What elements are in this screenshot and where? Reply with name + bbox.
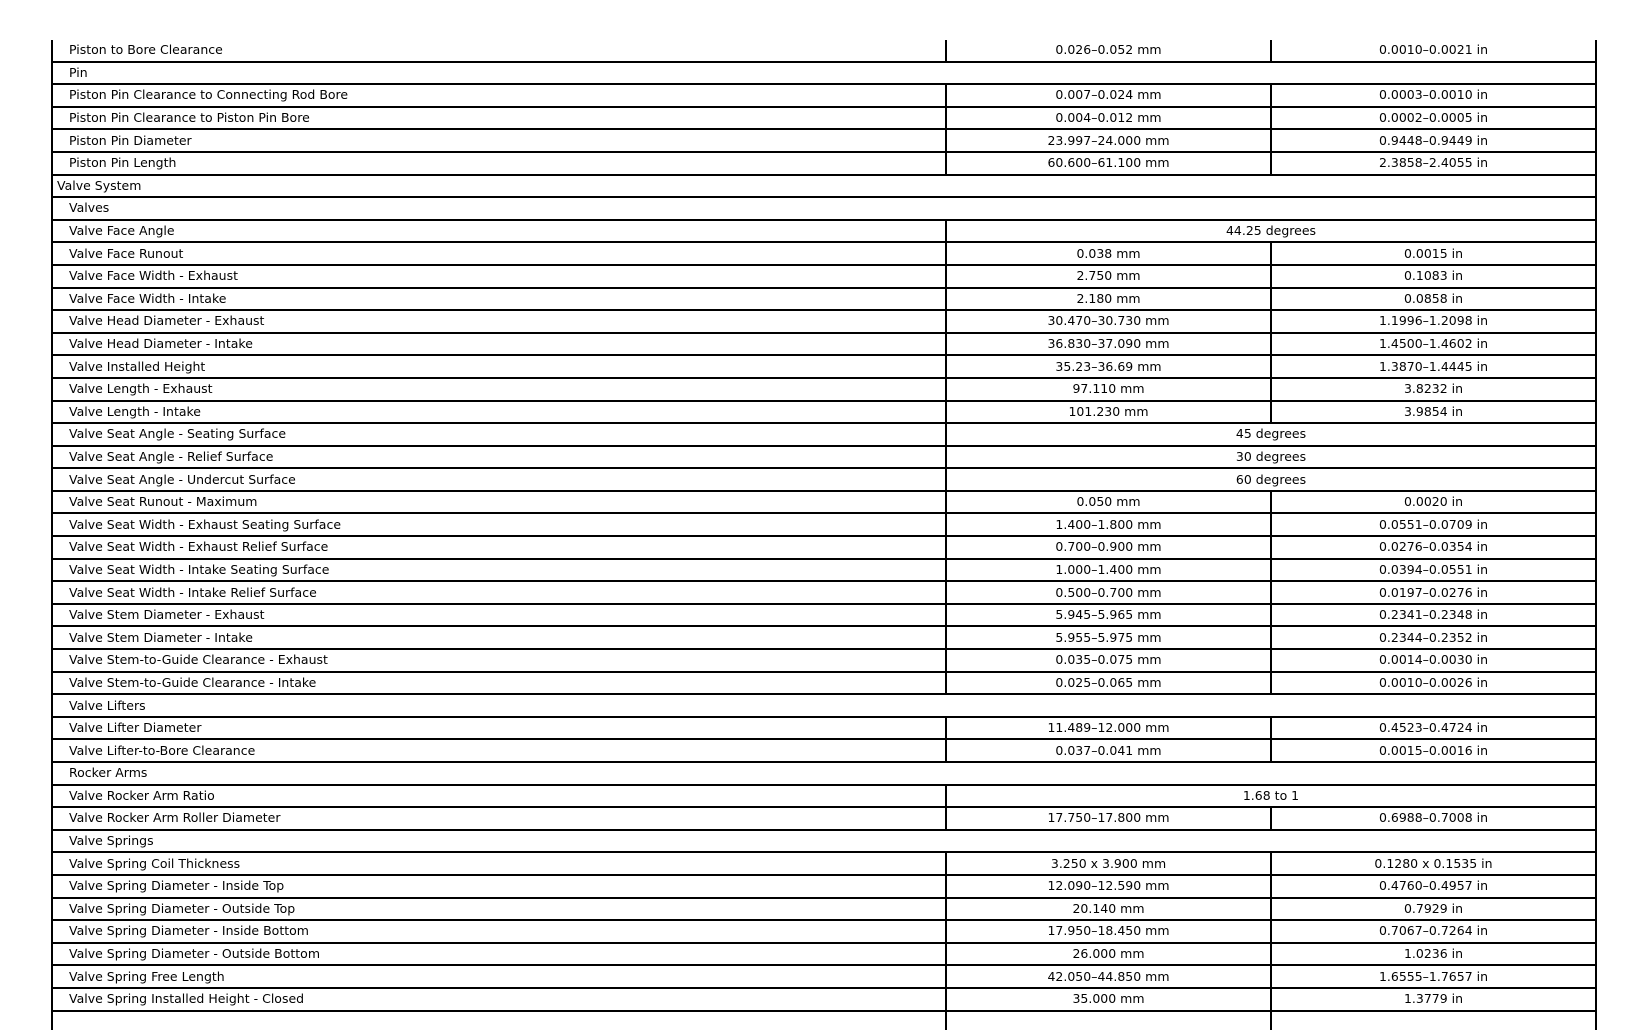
spec-row <box>52 943 1596 966</box>
spec-value-imperial: 0.1083 in <box>1271 265 1596 288</box>
section-title: Rocker Arms <box>52 762 1596 785</box>
spec-value-metric: 0.038 mm <box>946 242 1271 265</box>
spec-row <box>52 672 1596 695</box>
spec-value-imperial: 0.0010–0.0026 in <box>1271 672 1596 695</box>
spec-row <box>52 84 1596 107</box>
section-title: Valves <box>52 197 1596 220</box>
spec-row <box>52 355 1596 378</box>
table-continuation-row <box>52 1011 1596 1030</box>
spec-name: Valve Rocker Arm Roller Diameter <box>52 807 946 830</box>
spec-value-metric: 36.830–37.090 mm <box>946 333 1271 356</box>
empty-cell <box>1271 1011 1596 1030</box>
spec-value-metric: 0.700–0.900 mm <box>946 536 1271 559</box>
spec-name: Valve Face Width - Exhaust <box>52 265 946 288</box>
spec-row <box>52 559 1596 582</box>
spec-row <box>52 491 1596 514</box>
spec-value-metric: 0.007–0.024 mm <box>946 84 1271 107</box>
spec-value-imperial: 0.0197–0.0276 in <box>1271 581 1596 604</box>
section-header-row <box>52 62 1596 85</box>
spec-row <box>52 378 1596 401</box>
spec-row <box>52 920 1596 943</box>
spec-row <box>52 898 1596 921</box>
spec-row <box>52 107 1596 130</box>
spec-value-metric: 0.500–0.700 mm <box>946 581 1271 604</box>
spec-value-metric: 2.180 mm <box>946 288 1271 311</box>
spec-value-imperial: 0.0010–0.0021 in <box>1271 40 1596 62</box>
spec-row <box>52 288 1596 311</box>
section-title: Valve Springs <box>52 830 1596 853</box>
spec-value-metric: 3.250 x 3.900 mm <box>946 852 1271 875</box>
spec-row <box>52 468 1596 491</box>
spec-value-metric: 30.470–30.730 mm <box>946 310 1271 333</box>
section-header-row <box>52 694 1596 717</box>
spec-name: Valve Seat Angle - Relief Surface <box>52 446 946 469</box>
spec-row <box>52 626 1596 649</box>
spec-name: Valve Stem Diameter - Exhaust <box>52 604 946 627</box>
spec-value-metric: 35.000 mm <box>946 988 1271 1011</box>
spec-row <box>52 649 1596 672</box>
section-title: Valve System <box>52 175 1596 198</box>
spec-value-imperial: 2.3858–2.4055 in <box>1271 152 1596 175</box>
spec-value-imperial: 3.9854 in <box>1271 401 1596 424</box>
spec-value-imperial: 0.0394–0.0551 in <box>1271 559 1596 582</box>
spec-row <box>52 581 1596 604</box>
spec-row <box>52 40 1596 62</box>
spec-value-imperial: 0.0015 in <box>1271 242 1596 265</box>
spec-value-metric: 97.110 mm <box>946 378 1271 401</box>
spec-value-imperial: 0.0858 in <box>1271 288 1596 311</box>
spec-name: Valve Seat Width - Exhaust Seating Surface <box>52 513 946 536</box>
spec-name: Valve Spring Installed Height - Closed <box>52 988 946 1011</box>
spec-value-imperial: 0.0014–0.0030 in <box>1271 649 1596 672</box>
spec-value-metric: 2.750 mm <box>946 265 1271 288</box>
spec-name: Valve Stem-to-Guide Clearance - Intake <box>52 672 946 695</box>
spec-name: Valve Stem Diameter - Intake <box>52 626 946 649</box>
spec-row <box>52 965 1596 988</box>
spec-value-metric: 17.750–17.800 mm <box>946 807 1271 830</box>
spec-name: Valve Length - Exhaust <box>52 378 946 401</box>
spec-row <box>52 739 1596 762</box>
spec-value-imperial: 1.1996–1.2098 in <box>1271 310 1596 333</box>
spec-name: Valve Seat Width - Intake Relief Surface <box>52 581 946 604</box>
section-header-row <box>52 830 1596 853</box>
spec-name: Valve Length - Intake <box>52 401 946 424</box>
spec-row <box>52 401 1596 424</box>
spec-value-imperial: 0.7929 in <box>1271 898 1596 921</box>
spec-name: Valve Seat Width - Intake Seating Surface <box>52 559 946 582</box>
spec-value-imperial: 1.0236 in <box>1271 943 1596 966</box>
spec-value-imperial: 1.4500–1.4602 in <box>1271 333 1596 356</box>
spec-name: Valve Head Diameter - Intake <box>52 333 946 356</box>
spec-value-imperial: 0.4760–0.4957 in <box>1271 875 1596 898</box>
spec-value-imperial: 0.0002–0.0005 in <box>1271 107 1596 130</box>
spec-row <box>52 717 1596 740</box>
spec-value-metric: 5.955–5.975 mm <box>946 626 1271 649</box>
spec-value-metric: 17.950–18.450 mm <box>946 920 1271 943</box>
spec-value-metric: 26.000 mm <box>946 943 1271 966</box>
spec-value-imperial: 0.1280 x 0.1535 in <box>1271 852 1596 875</box>
spec-value: 44.25 degrees <box>946 220 1596 243</box>
spec-value-imperial: 0.0276–0.0354 in <box>1271 536 1596 559</box>
spec-name: Valve Seat Angle - Undercut Surface <box>52 468 946 491</box>
section-title: Valve Lifters <box>52 694 1596 717</box>
spec-name: Valve Spring Free Length <box>52 965 946 988</box>
spec-value-metric: 20.140 mm <box>946 898 1271 921</box>
spec-name: Valve Spring Diameter - Inside Bottom <box>52 920 946 943</box>
section-title: Pin <box>52 62 1596 85</box>
spec-value: 1.68 to 1 <box>946 785 1596 808</box>
spec-name: Valve Seat Angle - Seating Surface <box>52 423 946 446</box>
spec-name: Valve Face Width - Intake <box>52 288 946 311</box>
spec-value-metric: 1.000–1.400 mm <box>946 559 1271 582</box>
spec-name: Valve Seat Width - Exhaust Relief Surface <box>52 536 946 559</box>
spec-value-imperial: 0.7067–0.7264 in <box>1271 920 1596 943</box>
specifications-table <box>51 40 1597 1030</box>
spec-value-metric: 35.23–36.69 mm <box>946 355 1271 378</box>
spec-value-imperial: 0.2341–0.2348 in <box>1271 604 1596 627</box>
spec-row <box>52 129 1596 152</box>
spec-value-imperial: 1.3870–1.4445 in <box>1271 355 1596 378</box>
spec-value-metric: 5.945–5.965 mm <box>946 604 1271 627</box>
spec-value-metric: 1.400–1.800 mm <box>946 513 1271 536</box>
spec-row <box>52 152 1596 175</box>
spec-value: 30 degrees <box>946 446 1596 469</box>
spec-row <box>52 446 1596 469</box>
spec-value-imperial: 0.9448–0.9449 in <box>1271 129 1596 152</box>
spec-name: Piston Pin Clearance to Piston Pin Bore <box>52 107 946 130</box>
section-header-row <box>52 175 1596 198</box>
empty-cell <box>946 1011 1271 1030</box>
spec-row <box>52 513 1596 536</box>
spec-row <box>52 807 1596 830</box>
spec-row <box>52 988 1596 1011</box>
spec-row <box>52 604 1596 627</box>
spec-value: 60 degrees <box>946 468 1596 491</box>
spec-name: Valve Rocker Arm Ratio <box>52 785 946 808</box>
spec-row <box>52 265 1596 288</box>
spec-name: Piston Pin Diameter <box>52 129 946 152</box>
spec-row <box>52 310 1596 333</box>
spec-value-metric: 11.489–12.000 mm <box>946 717 1271 740</box>
spec-name: Valve Spring Coil Thickness <box>52 852 946 875</box>
spec-row <box>52 220 1596 243</box>
spec-name: Valve Face Angle <box>52 220 946 243</box>
spec-row <box>52 242 1596 265</box>
spec-name: Piston Pin Length <box>52 152 946 175</box>
spec-name: Valve Head Diameter - Exhaust <box>52 310 946 333</box>
spec-name: Valve Stem-to-Guide Clearance - Exhaust <box>52 649 946 672</box>
section-header-row <box>52 197 1596 220</box>
spec-name: Piston to Bore Clearance <box>52 40 946 62</box>
empty-cell <box>52 1011 946 1030</box>
spec-value-metric: 0.025–0.065 mm <box>946 672 1271 695</box>
spec-name: Valve Seat Runout - Maximum <box>52 491 946 514</box>
spec-value-metric: 42.050–44.850 mm <box>946 965 1271 988</box>
spec-row <box>52 852 1596 875</box>
spec-name: Piston Pin Clearance to Connecting Rod Bore <box>52 84 946 107</box>
spec-row <box>52 785 1596 808</box>
spec-value-imperial: 0.6988–0.7008 in <box>1271 807 1596 830</box>
spec-value-imperial: 3.8232 in <box>1271 378 1596 401</box>
spec-value-metric: 101.230 mm <box>946 401 1271 424</box>
spec-value-imperial: 1.3779 in <box>1271 988 1596 1011</box>
spec-name: Valve Spring Diameter - Outside Bottom <box>52 943 946 966</box>
spec-row <box>52 536 1596 559</box>
spec-name: Valve Spring Diameter - Outside Top <box>52 898 946 921</box>
spec-value-imperial: 0.0551–0.0709 in <box>1271 513 1596 536</box>
specifications-table-body <box>52 40 1596 1030</box>
spec-value: 45 degrees <box>946 423 1596 446</box>
spec-name: Valve Lifter Diameter <box>52 717 946 740</box>
spec-name: Valve Face Runout <box>52 242 946 265</box>
spec-value-imperial: 1.6555–1.7657 in <box>1271 965 1596 988</box>
spec-value-metric: 60.600–61.100 mm <box>946 152 1271 175</box>
spec-value-metric: 12.090–12.590 mm <box>946 875 1271 898</box>
spec-value-imperial: 0.0003–0.0010 in <box>1271 84 1596 107</box>
spec-value-metric: 0.037–0.041 mm <box>946 739 1271 762</box>
spec-name: Valve Spring Diameter - Inside Top <box>52 875 946 898</box>
spec-value-metric: 0.050 mm <box>946 491 1271 514</box>
spec-value-imperial: 0.2344–0.2352 in <box>1271 626 1596 649</box>
spec-value-imperial: 0.0020 in <box>1271 491 1596 514</box>
spec-value-imperial: 0.4523–0.4724 in <box>1271 717 1596 740</box>
spec-value-metric: 0.004–0.012 mm <box>946 107 1271 130</box>
spec-value-metric: 23.997–24.000 mm <box>946 129 1271 152</box>
spec-row <box>52 875 1596 898</box>
section-header-row <box>52 762 1596 785</box>
spec-name: Valve Installed Height <box>52 355 946 378</box>
spec-value-metric: 0.035–0.075 mm <box>946 649 1271 672</box>
spec-row <box>52 333 1596 356</box>
spec-row <box>52 423 1596 446</box>
spec-value-metric: 0.026–0.052 mm <box>946 40 1271 62</box>
spec-value-imperial: 0.0015–0.0016 in <box>1271 739 1596 762</box>
spec-name: Valve Lifter-to-Bore Clearance <box>52 739 946 762</box>
